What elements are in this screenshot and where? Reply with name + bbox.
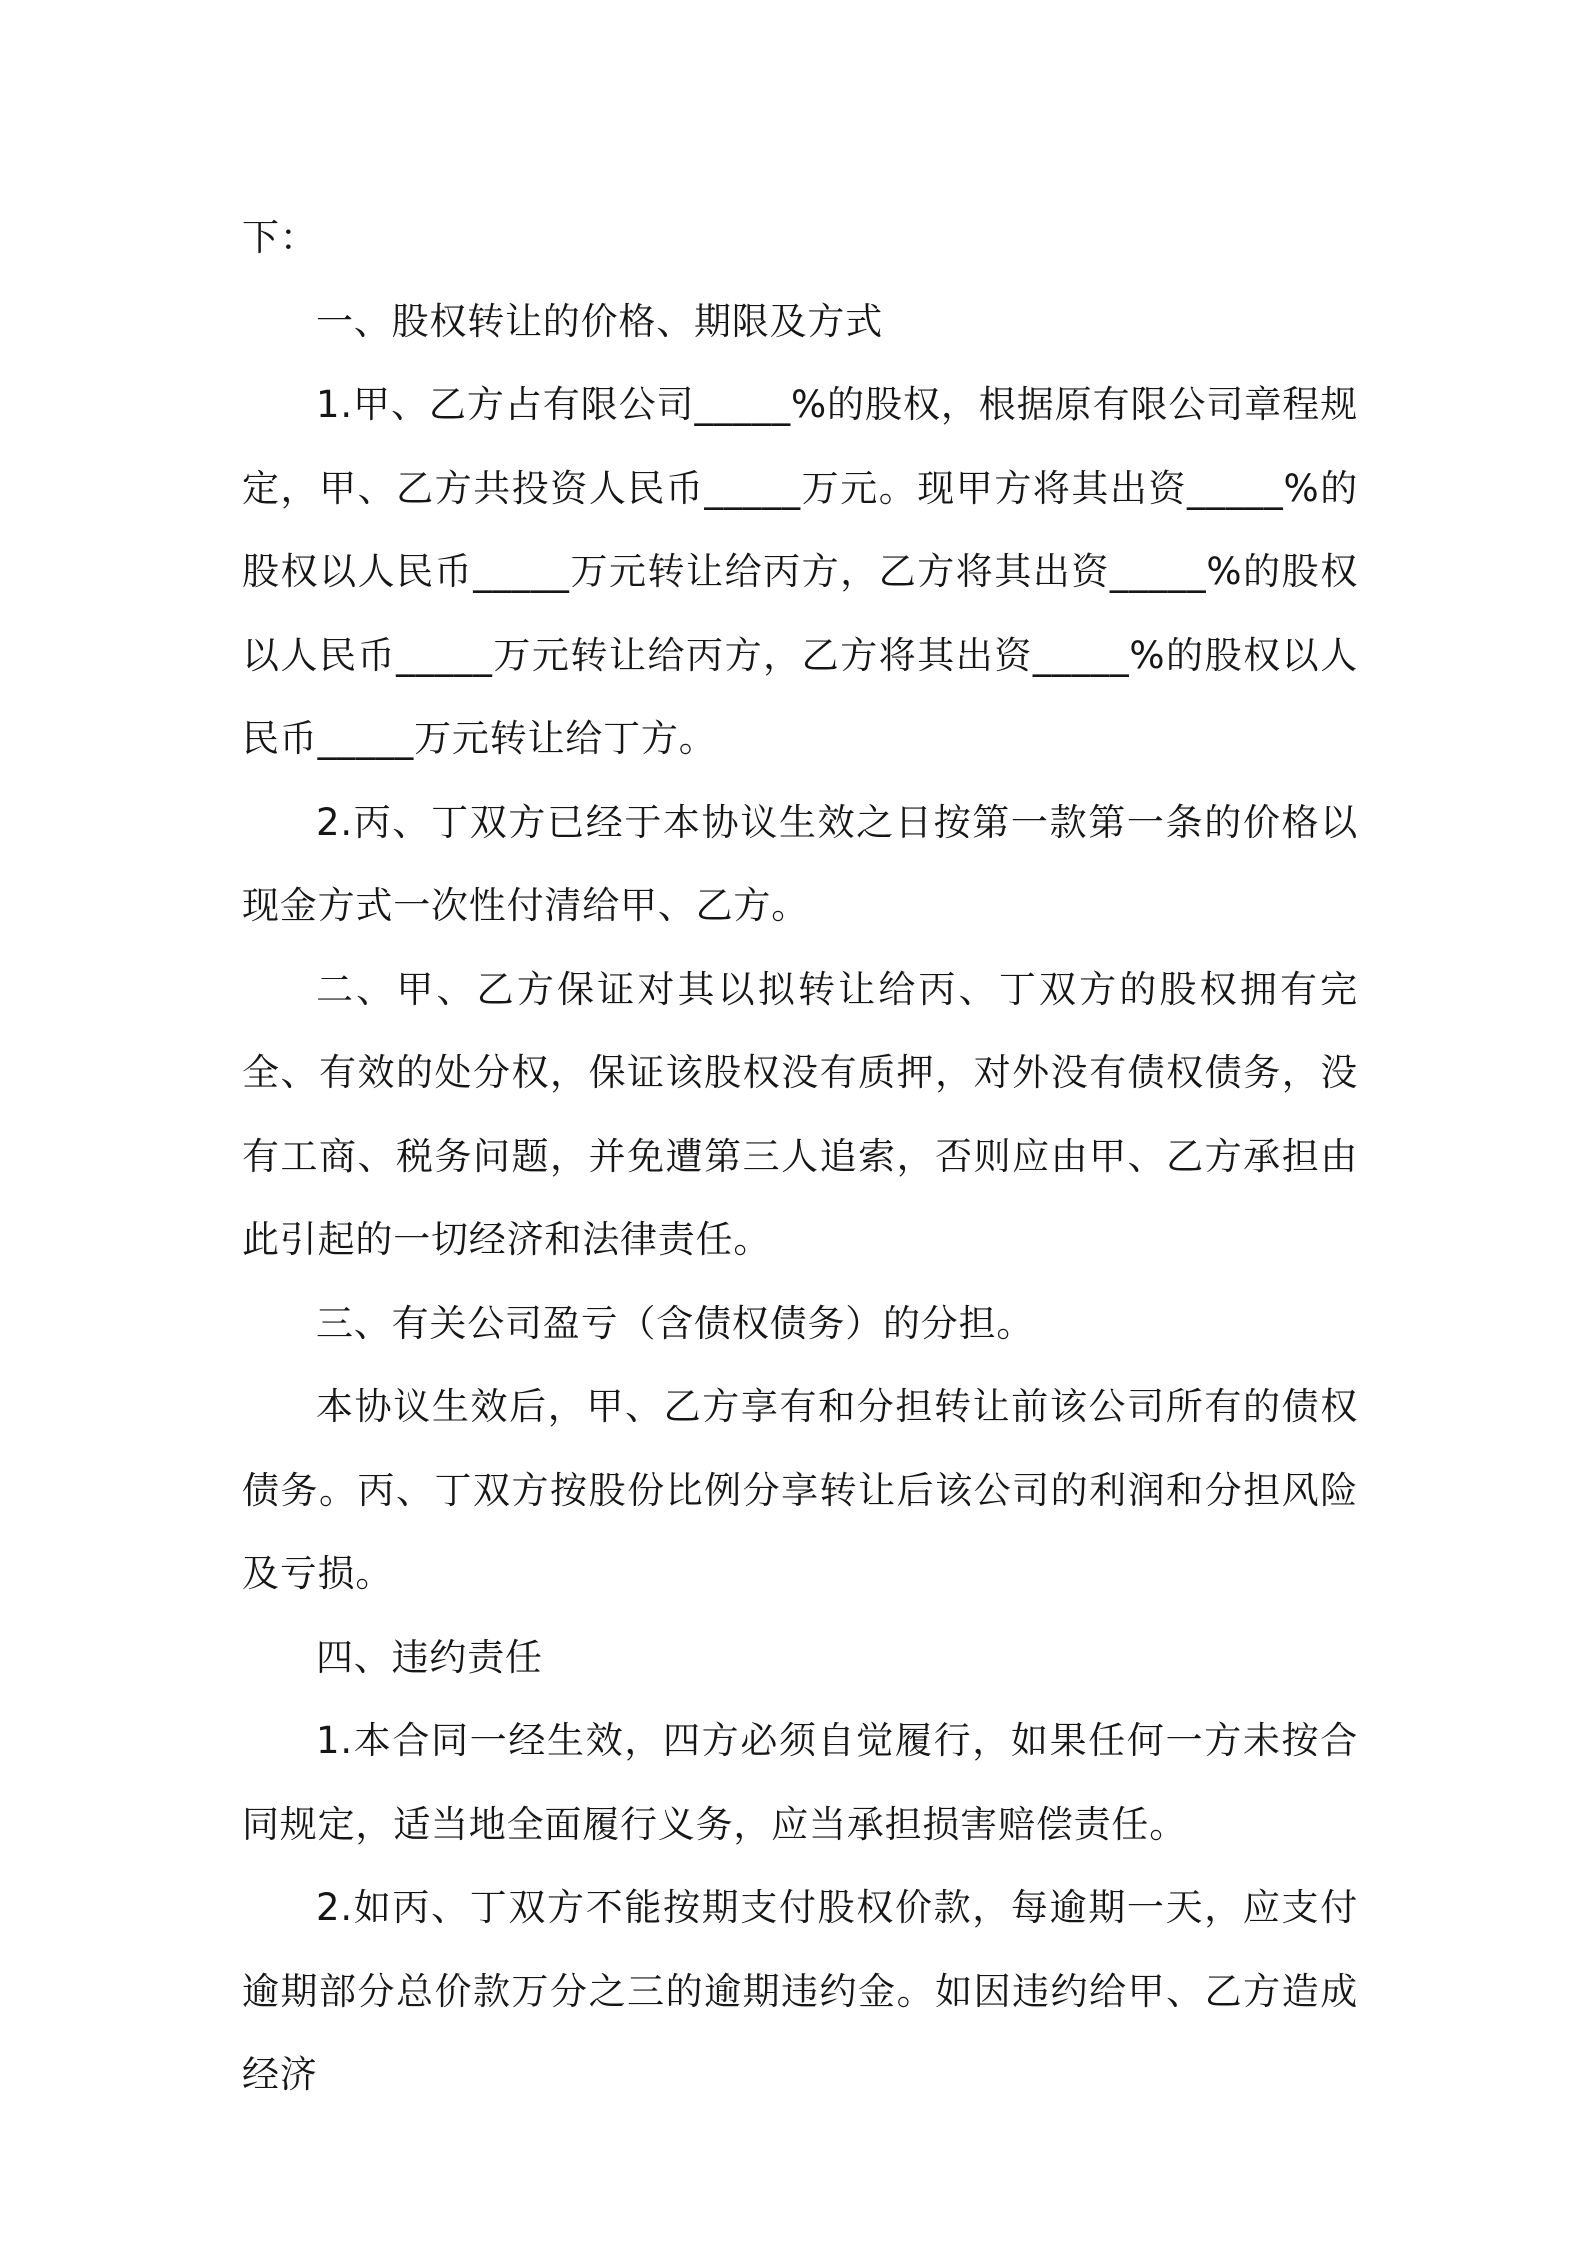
section-heading-profit-loss: 三、有关公司盈亏（含债权债务）的分担。 xyxy=(316,1301,1035,1345)
clause-4-1-performance: 1.本合同一经生效，四方必须自觉履行，如果任何一方未按合同规定，适当地全面履行义务，应当承担损害赔偿责任。 xyxy=(242,1719,1358,1846)
section-heading-breach: 四、违约责任 xyxy=(316,1635,543,1679)
clause-1-2-payment: 2.丙、丁双方已经于本协议生效之日按第一款第一条的价格以现金方式一次性付清给甲、乙方。 xyxy=(242,800,1358,927)
document-body xyxy=(242,196,1358,2117)
clause-3-profit-loss: 本协议生效后，甲、乙方享有和分担转让前该公司所有的债权债务。丙、丁双方按股份比例分享转让后该公司的利润和分担风险及亏损。 xyxy=(242,1385,1358,1595)
section-2-guarantee: 二、甲、乙方保证对其以拟转让给丙、丁双方的股权拥有完全、有效的处分权，保证该股权没有质押，对外没有债权债务，没有工商、税务问题，并免遭第三人追索，否则应由甲、乙方承担由此引起的一切经济和法律责任。 xyxy=(242,967,1358,1261)
clause-1-1-share-transfer: 1.甲、乙方占有限公司_____%的股权，根据原有限公司章程规定，甲、乙方共投资人民币_____万元。现甲方将其出资_____%的股权以人民币_____万元转让给丙方，乙方将其出资_____%的股权以人民币_____万元转让给丙方，乙方将其出资_____%的股权以人民币_____万元转让给丁方。 xyxy=(242,383,1358,760)
clause-4-2-late-payment: 2.如丙、丁双方不能按期支付股权价款，每逾期一天，应支付逾期部分总价款万分之三的逾期违约金。如因违约给甲、乙方造成经济 xyxy=(242,1886,1358,2096)
section-heading-price-term-method: 一、股权转让的价格、期限及方式 xyxy=(316,299,883,343)
paragraph-continuation: 下： xyxy=(242,216,318,259)
